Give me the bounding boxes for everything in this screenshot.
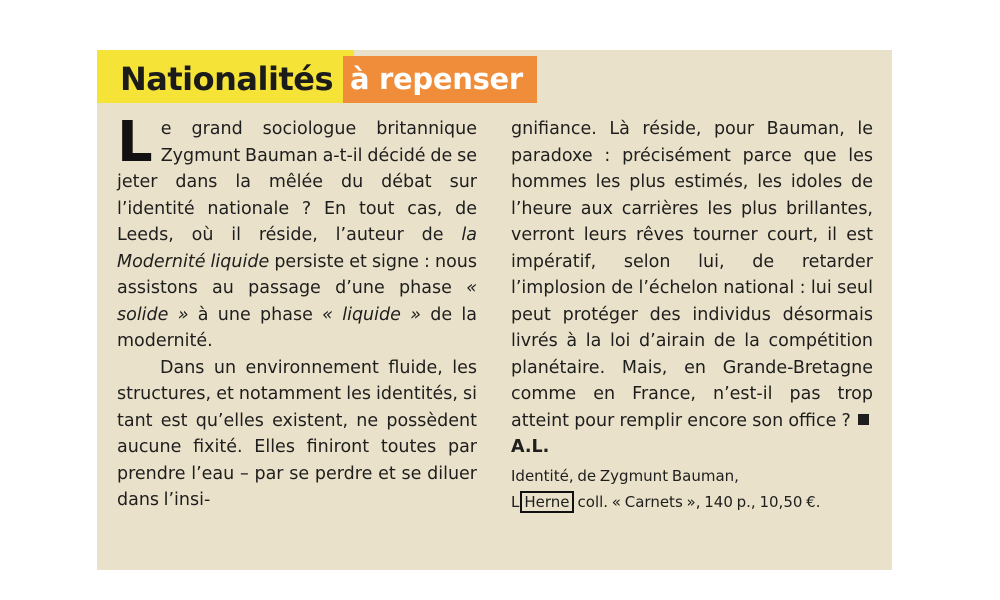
book-credit — [511, 463, 873, 515]
credit-details: coll. « Carnets », 140 p., 10,50 €. — [577, 492, 821, 511]
drop-cap: L — [117, 110, 153, 175]
article-paragraph-2 — [117, 355, 477, 514]
article-column-right — [511, 116, 873, 515]
paragraph-2-text-left: Dans un environnement fluide, les structures, et notamment les identités, si tant est qu’elles existent, ne possèdent aucune fixité. Elles finiront toutes par prendre l’eau – par se perdre et se diluer dans l’insi- — [117, 357, 477, 510]
publisher-name: Herne — [524, 492, 570, 511]
publisher-highlight-box — [520, 491, 573, 513]
title-main: Nationalités — [120, 60, 333, 98]
paragraph-1-text-3: à une phase — [188, 304, 323, 325]
title-accent: à repenser — [343, 56, 537, 103]
book-title-reference: la Modernité liquide — [117, 225, 477, 272]
author-signature: A.L. — [511, 437, 550, 457]
paragraph-1-text: e grand sociologue britannique Zygmunt Bauman a-t-il décidé de se jeter dans la mêlée du débat sur l’identité nationale ? En tout cas, de Leeds, où il réside, l’auteur de — [117, 119, 477, 245]
newspaper-clipping — [97, 50, 892, 570]
paragraph-1-text-4: de la modernité. — [117, 304, 478, 351]
paragraph-2-text-right: gnifiance. Là réside, pour Bauman, le paradoxe : précisément parce que les hommes les plus estimés, les idoles de l’heure aux carrières les plus brillantes, verront leurs rêves tourner court, il est impératif, selon lui, de retarder l’implosion de l’échelon national : lui seul peut protéger des individus désormais livrés à la loi d’airain de la compétition planétaire. Mais, en Grande-Bretagne comme en France, n’est-il pas trop atteint pour remplir encore son office ? — [511, 119, 873, 431]
article-paragraph-2-continued — [511, 116, 873, 461]
term-liquide: « liquide » — [322, 304, 421, 325]
credit-prefix: L — [511, 492, 520, 511]
article-column-left — [117, 110, 478, 514]
article-paragraph-1 — [117, 110, 478, 355]
credit-line-1: Identité, de Zygmunt Bauman, — [511, 466, 739, 485]
term-solide: « solide » — [117, 278, 477, 325]
paragraph-1-text-2: persiste et signe : nous assistons au passage d’une phase — [117, 251, 477, 298]
article-title — [97, 50, 537, 103]
end-square-icon — [858, 414, 869, 425]
